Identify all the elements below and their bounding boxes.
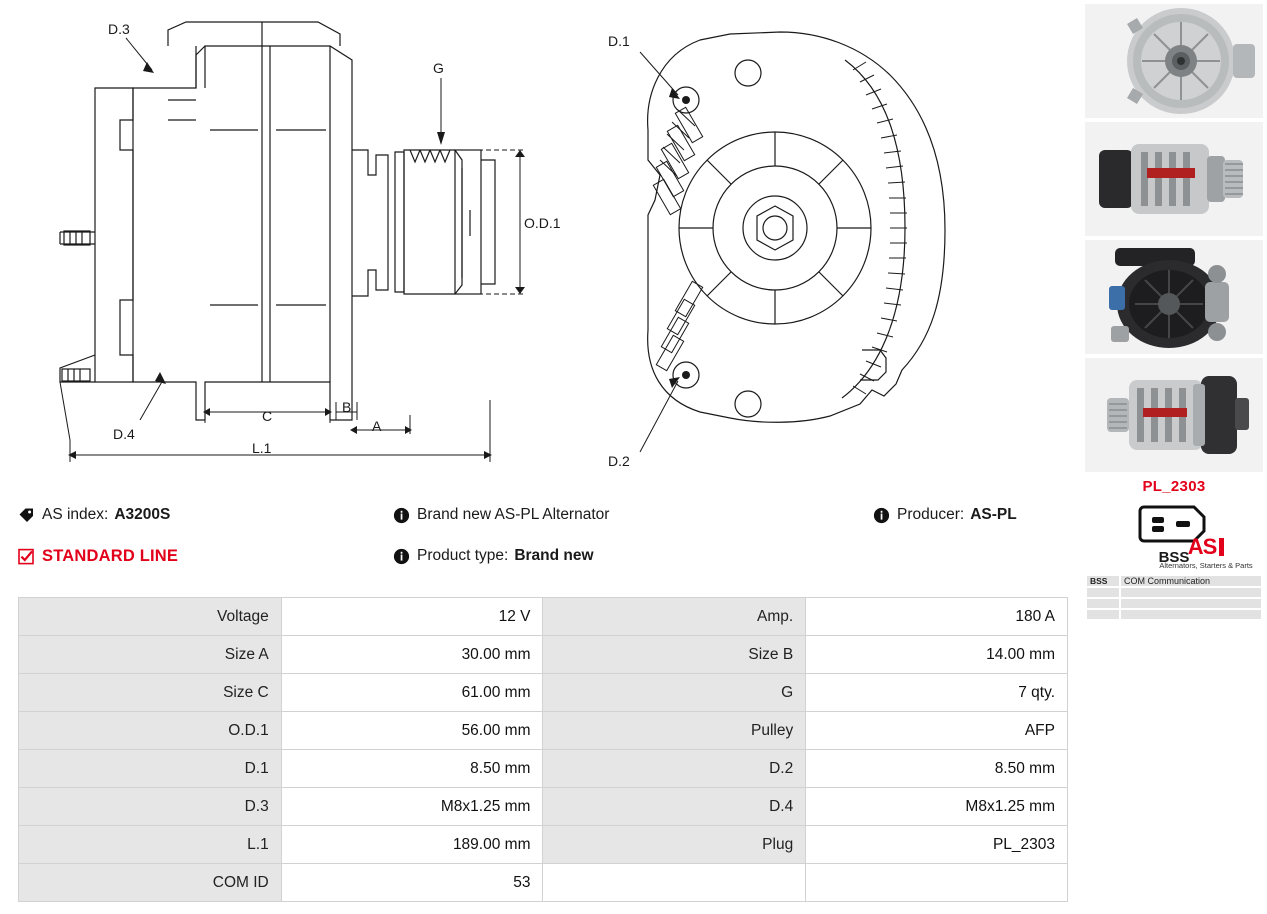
plug-pin-desc xyxy=(1120,609,1262,620)
alternator-photo-rear[interactable] xyxy=(1085,240,1263,354)
spec-label: COM ID xyxy=(19,864,282,902)
as-index xyxy=(18,506,393,524)
spec-value: 8.50 mm xyxy=(806,750,1068,788)
spec-value: 30.00 mm xyxy=(281,636,543,674)
spec-label: G xyxy=(543,674,806,712)
producer-value: AS-PL xyxy=(970,506,1017,523)
table-row xyxy=(19,788,1068,826)
check-box-icon xyxy=(18,548,35,565)
plug-pin-row xyxy=(1086,598,1262,609)
spec-label: Size C xyxy=(19,674,282,712)
plug-pin-row xyxy=(1086,587,1262,598)
spec-label: Voltage xyxy=(19,598,282,636)
label-a: A xyxy=(372,418,382,434)
spec-label: O.D.1 xyxy=(19,712,282,750)
plug-pin-desc xyxy=(1120,587,1262,598)
as-logo-bar xyxy=(1219,538,1224,556)
standard-line-text: STANDARD LINE xyxy=(42,546,179,565)
standard-line-badge xyxy=(18,547,393,566)
tag-icon xyxy=(18,507,35,524)
spec-label: Pulley xyxy=(543,712,806,750)
spec-value: 56.00 mm xyxy=(281,712,543,750)
spec-value: AFP xyxy=(806,712,1068,750)
spec-value: PL_2303 xyxy=(806,826,1068,864)
spec-value: 61.00 mm xyxy=(281,674,543,712)
as-index-label: AS index: xyxy=(42,506,109,523)
table-row xyxy=(19,712,1068,750)
plug-name: BSS xyxy=(1158,549,1190,566)
spec-empty-cell xyxy=(543,864,806,902)
technical-drawings xyxy=(0,0,1080,488)
spec-label: Size B xyxy=(543,636,806,674)
spec-label: Size A xyxy=(19,636,282,674)
spec-value: 14.00 mm xyxy=(806,636,1068,674)
spec-label: D.1 xyxy=(19,750,282,788)
producer xyxy=(873,506,1078,524)
producer-label: Producer: xyxy=(897,506,965,523)
spec-label: D.3 xyxy=(19,788,282,826)
label-c: C xyxy=(262,408,273,424)
product-type-label: Product type: xyxy=(417,547,509,564)
plug-pin-row xyxy=(1086,575,1262,587)
spec-value: 53 xyxy=(281,864,543,902)
spec-label: D.2 xyxy=(543,750,806,788)
as-logo-subtitle: Alternators, Starters & Parts xyxy=(1159,561,1253,570)
alternator-photo-side-left[interactable] xyxy=(1085,122,1263,236)
spec-value: 189.00 mm xyxy=(281,826,543,864)
plug-pin-desc xyxy=(1120,598,1262,609)
spec-label: D.4 xyxy=(543,788,806,826)
alternator-photo-front[interactable] xyxy=(1085,4,1263,118)
table-row xyxy=(19,826,1068,864)
as-logo-mark: AS xyxy=(1187,534,1217,559)
alternator-photo-side-right[interactable] xyxy=(1085,358,1263,472)
product-description xyxy=(393,506,873,524)
info-icon xyxy=(873,507,890,524)
spec-label: Amp. xyxy=(543,598,806,636)
label-d2: D.2 xyxy=(608,453,630,469)
plug-pin-key xyxy=(1086,598,1120,609)
info-row-2 xyxy=(18,541,1078,571)
info-icon xyxy=(393,548,410,565)
product-description-text: Brand new AS-PL Alternator xyxy=(417,506,610,523)
as-pl-logo xyxy=(1151,534,1261,570)
plug-pin-key xyxy=(1086,609,1120,620)
table-row xyxy=(19,674,1068,712)
photo-column xyxy=(1085,4,1263,621)
spec-value: M8x1.25 mm xyxy=(281,788,543,826)
info-row-1 xyxy=(18,500,1078,530)
plug-pin-key: BSS xyxy=(1086,575,1120,587)
plug-code: PL_2303 xyxy=(1142,478,1206,495)
product-type xyxy=(393,547,873,565)
label-l1: L.1 xyxy=(252,440,272,456)
product-type-value: Brand new xyxy=(514,547,594,564)
product-info xyxy=(18,500,1078,571)
table-row xyxy=(19,750,1068,788)
as-index-value: A3200S xyxy=(114,506,171,523)
info-icon xyxy=(393,507,410,524)
spec-value: M8x1.25 mm xyxy=(806,788,1068,826)
label-d1: D.1 xyxy=(608,33,630,49)
plug-pin-table xyxy=(1085,574,1263,621)
spec-value: 7 qty. xyxy=(806,674,1068,712)
plug-pin-key xyxy=(1086,587,1120,598)
table-row xyxy=(19,864,1068,902)
spec-label: Plug xyxy=(543,826,806,864)
label-g: G xyxy=(433,60,444,76)
label-d4: D.4 xyxy=(113,426,135,442)
spec-value: 8.50 mm xyxy=(281,750,543,788)
label-b: B xyxy=(342,399,352,415)
spec-label: L.1 xyxy=(19,826,282,864)
plug-pin-row xyxy=(1086,609,1262,620)
specifications-table xyxy=(18,597,1068,902)
spec-value: 180 A xyxy=(806,598,1068,636)
label-od1: O.D.1 xyxy=(524,215,561,231)
drawing-svg xyxy=(0,0,1080,488)
table-row xyxy=(19,636,1068,674)
table-row xyxy=(19,598,1068,636)
spec-value: 12 V xyxy=(281,598,543,636)
label-d3: D.3 xyxy=(108,21,130,37)
spec-empty-cell xyxy=(806,864,1068,902)
plug-pin-desc: COM Communication xyxy=(1120,575,1262,587)
